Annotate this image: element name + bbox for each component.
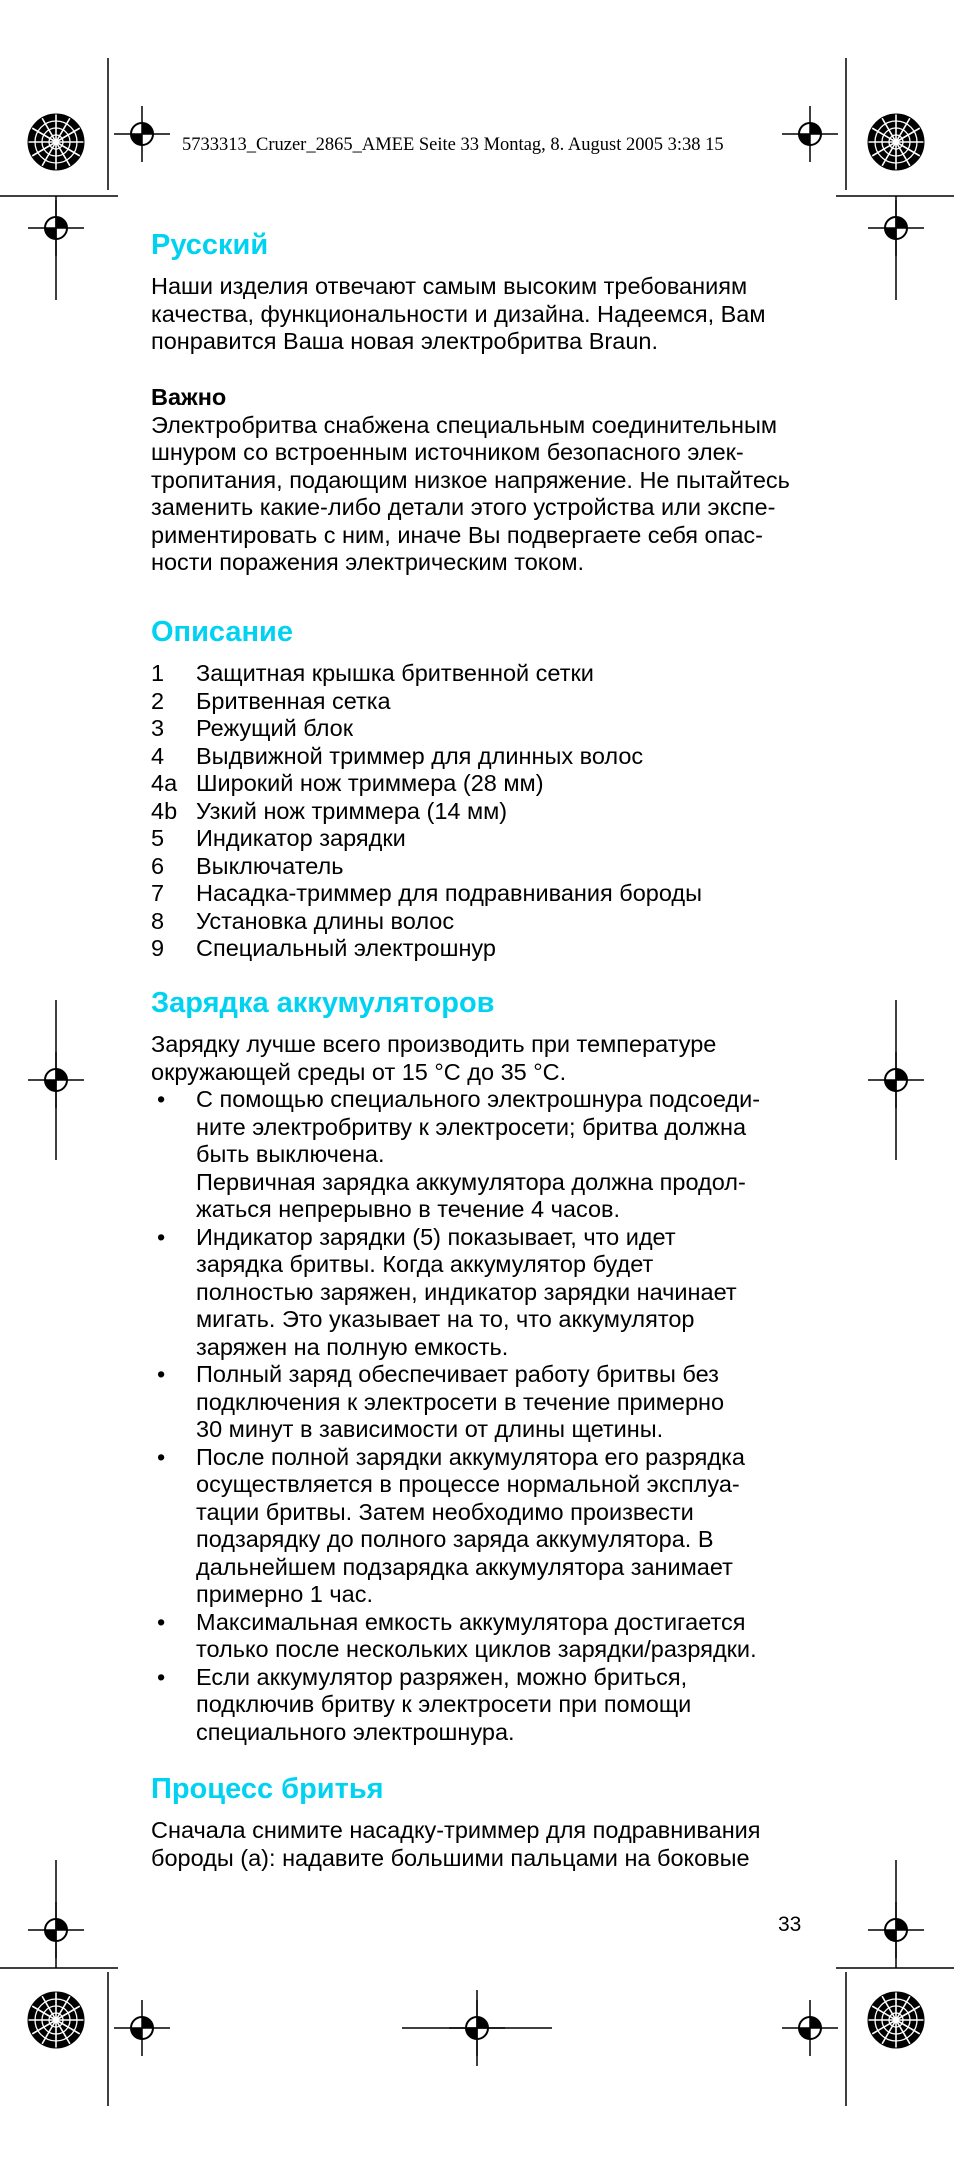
list-item [151,770,811,798]
text-line: Индикатор зарядки (5) показывает, что идет [196,1223,676,1250]
text-line: тропитания, подающим низкое напряжение. Не пытайтесь [151,466,790,493]
item-number: 4 [151,742,165,769]
item-number: 6 [151,852,165,879]
important-notice [151,384,811,577]
text-line: Полный заряд обеспечивает работу бритвы без [196,1361,719,1387]
bullet-item [151,1609,811,1664]
text-line: подключения к электросети в течение примерно [196,1388,725,1415]
section-title-shaving: Процесс бритья [151,1773,384,1805]
registration-mark-right-upper [868,200,924,256]
star-target-top-right [868,114,924,170]
registration-mark-left-upper [28,200,84,256]
item-number: 7 [151,880,165,906]
bullet-item [151,1224,811,1362]
item-number: 3 [151,715,165,741]
intro-paragraph [151,273,811,356]
text-line: ности поражения электрическим током. [151,549,585,575]
text-line: Максимальная емкость аккумулятора достигается [196,1608,746,1635]
text-line: качества, функциональности и дизайна. Надеемся, Вам [151,300,766,327]
page-number: 33 [778,1913,802,1936]
bullet-item [151,1361,811,1444]
text-line: После полной зарядки аккумулятора его разрядка [196,1443,745,1470]
section-title-description: Описание [151,616,293,648]
charging-intro [151,1031,811,1086]
item-text: Насадка-триммер для подравнивания бороды [196,880,703,906]
item-number: 2 [151,687,165,714]
shaving-paragraph [151,1817,811,1872]
bullet-icon: • [157,1086,166,1112]
item-number: 9 [151,935,165,961]
list-item [151,743,811,771]
text-line: 30 минут в зависимости от длины щетины. [196,1416,664,1442]
print-slug-line: 5733313_Cruzer_2865_AMEE Seite 33 Montag, 8. August 2005 3:38 15 [182,135,724,155]
item-text: Выдвижной триммер для длинных волос [196,742,644,769]
text-line: Сначала снимите насадку-триммер для подравнивания [151,1817,761,1843]
bullet-item [151,1444,811,1609]
text-line: Если аккумулятор разряжен, можно бриться, [196,1663,688,1690]
text-line: быть выключена. [196,1141,385,1167]
text-line: осуществляется в процессе нормальной эксплуа- [196,1471,740,1497]
text-line: С помощью специального электрошнура подсоеди- [196,1086,761,1112]
item-number: 1 [151,660,165,686]
bullet-icon: • [157,1361,166,1387]
item-text: Бритвенная сетка [196,687,391,714]
item-text: Установка длины волос [196,907,455,934]
list-item [151,853,811,881]
item-number: 8 [151,907,165,934]
section-title-charging: Зарядка аккумуляторов [151,987,495,1019]
item-number: 5 [151,825,165,851]
text-line: риментировать с ним, иначе Вы подвергаете себя опас- [151,521,763,548]
text-line: специального электрошнура. [196,1718,515,1745]
charging-bullets [151,1086,811,1746]
text-line: жаться непрерывно в течение 4 часов. [196,1196,621,1222]
star-target-bottom-left [28,1992,84,2048]
item-text: Выключатель [196,852,344,879]
text-line: Зарядку лучше всего производить при температуре [151,1031,717,1057]
text-line: полностью заряжен, индикатор зарядки начинает [196,1278,737,1305]
list-item [151,880,811,908]
star-target-bottom-right [868,1992,924,2048]
list-item [151,688,811,716]
item-text: Индикатор зарядки [196,825,406,851]
star-target-top-left [28,114,84,170]
registration-mark-top-left [114,106,170,162]
registration-mark-bottom-right [782,2000,838,2056]
text-line: подключив бритву к электросети при помощи [196,1691,692,1717]
important-heading: Важно [151,384,227,410]
registration-mark-left-lower [28,1902,84,1958]
text-line: бороды (a): надавите большими пальцами на боковые [151,1844,750,1871]
text-line: зарядка бритвы. Когда аккумулятор будет [196,1251,654,1277]
list-item [151,908,811,936]
item-text: Широкий нож триммера (28 мм) [196,770,544,796]
item-text: Узкий нож триммера (14 мм) [196,797,508,824]
text-line: окружающей среды от 15 °C до 35 °C. [151,1058,567,1085]
registration-mark-left-middle [28,1052,84,1108]
text-line: шнуром со встроенным источником безопасного элек- [151,439,744,465]
bullet-icon: • [157,1443,166,1470]
bullet-item [151,1086,811,1224]
bullet-icon: • [157,1608,166,1635]
registration-mark-right-middle [868,1052,924,1108]
list-item [151,660,811,688]
registration-mark-bottom-left [114,2000,170,2056]
text-line: только после нескольких циклов зарядки/разрядки. [196,1636,757,1662]
bullet-item [151,1664,811,1747]
list-item [151,935,811,963]
registration-mark-top-right [782,106,838,162]
text-line: Наши изделия отвечают самым высоким требованиям [151,273,748,299]
item-text: Режущий блок [196,715,354,741]
item-text: Защитная крышка бритвенной сетки [196,660,594,686]
list-item [151,825,811,853]
list-item [151,798,811,826]
text-line: заряжен на полную емкость. [196,1333,509,1360]
text-line: Первичная зарядка аккумулятора должна продол- [196,1168,746,1195]
text-line: Электробритва снабжена специальным соединительным [151,411,777,438]
text-line: тации бритвы. Затем необходимо произвести [196,1498,694,1525]
list-item [151,715,811,743]
text-line: заменить какие-либо детали этого устройства или экспе- [151,494,776,520]
parts-list [151,660,811,963]
bullet-icon: • [157,1223,166,1250]
text-line: понравится Ваша новая электробритва Braun. [151,328,658,354]
registration-mark-right-lower [868,1902,924,1958]
item-number: 4a [151,770,178,796]
text-line: примерно 1 час. [196,1581,373,1607]
text-line: ните электробритву к электросети; бритва должна [196,1113,747,1140]
text-line: мигать. Это указывает на то, что аккумулятор [196,1306,695,1332]
section-title-russian: Русский [151,229,269,261]
text-line: дальнейшем подзарядка аккумулятора занимает [196,1553,733,1580]
item-number: 4b [151,797,178,824]
bullet-icon: • [157,1663,166,1690]
text-line: подзарядку до полного заряда аккумулятора. В [196,1526,714,1552]
item-text: Специальный электрошнур [196,935,496,961]
